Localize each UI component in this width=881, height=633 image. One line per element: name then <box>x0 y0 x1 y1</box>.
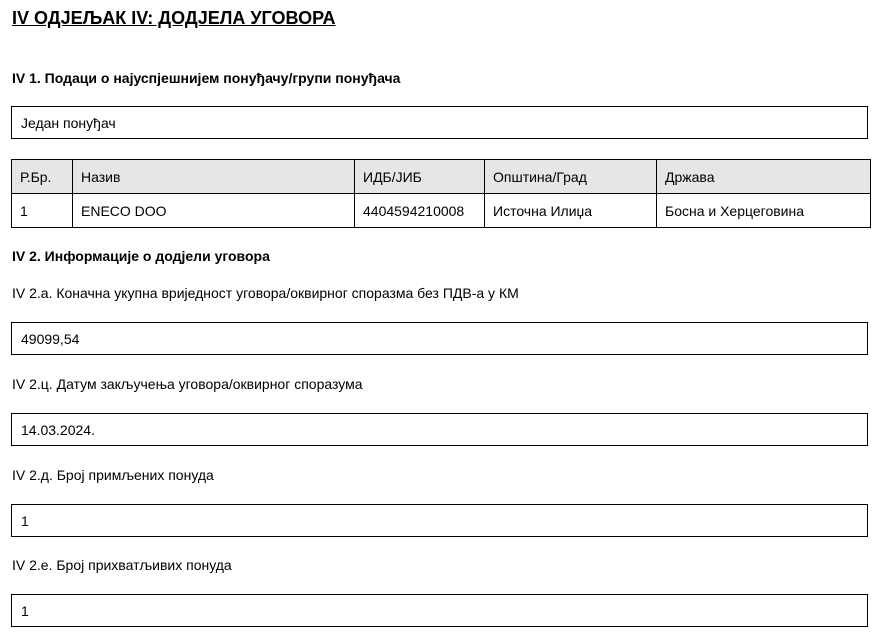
cell-name: ENECO DOO <box>73 194 355 228</box>
contract-value-field: 49099,54 <box>11 322 868 355</box>
cell-country: Босна и Херцеговина <box>657 194 871 228</box>
contract-value-label: IV 2.а. Коначна укупна вриједност уговора/оквирног споразма без ПДВ-а у КМ <box>12 285 519 301</box>
bidders-table <box>11 159 871 228</box>
received-bids-label: IV 2.д. Број примљених понуда <box>12 467 214 483</box>
acceptable-bids-label: IV 2.е. Број прихватљивих понуда <box>12 557 232 573</box>
contract-date-field: 14.03.2024. <box>11 413 868 446</box>
received-bids-field: 1 <box>11 504 868 537</box>
cell-municipality: Источна Илиџа <box>485 194 657 228</box>
table-header-row <box>12 160 871 194</box>
contract-date-label: IV 2.ц. Датум закључења уговора/оквирног споразума <box>12 376 363 392</box>
cell-id: 4404594210008 <box>355 194 485 228</box>
col-header-name: Назив <box>73 160 355 194</box>
winner-heading: IV 1. Подаци о најуспјешнијем понуђачу/групи понуђача <box>12 70 401 86</box>
cell-number: 1 <box>12 194 73 228</box>
winner-type-field: Један понуђач <box>11 106 868 139</box>
table-row <box>12 194 871 228</box>
col-header-municipality: Општина/Град <box>485 160 657 194</box>
award-info-heading: IV 2. Информације о додјели уговора <box>12 248 270 264</box>
col-header-number: Р.Бр. <box>12 160 73 194</box>
section-title: IV ОДЈЕЉАК IV: ДОДЈЕЛА УГОВОРА <box>12 8 336 28</box>
acceptable-bids-field: 1 <box>11 594 868 627</box>
col-header-id: ИДБ/ЈИБ <box>355 160 485 194</box>
col-header-country: Држава <box>657 160 871 194</box>
